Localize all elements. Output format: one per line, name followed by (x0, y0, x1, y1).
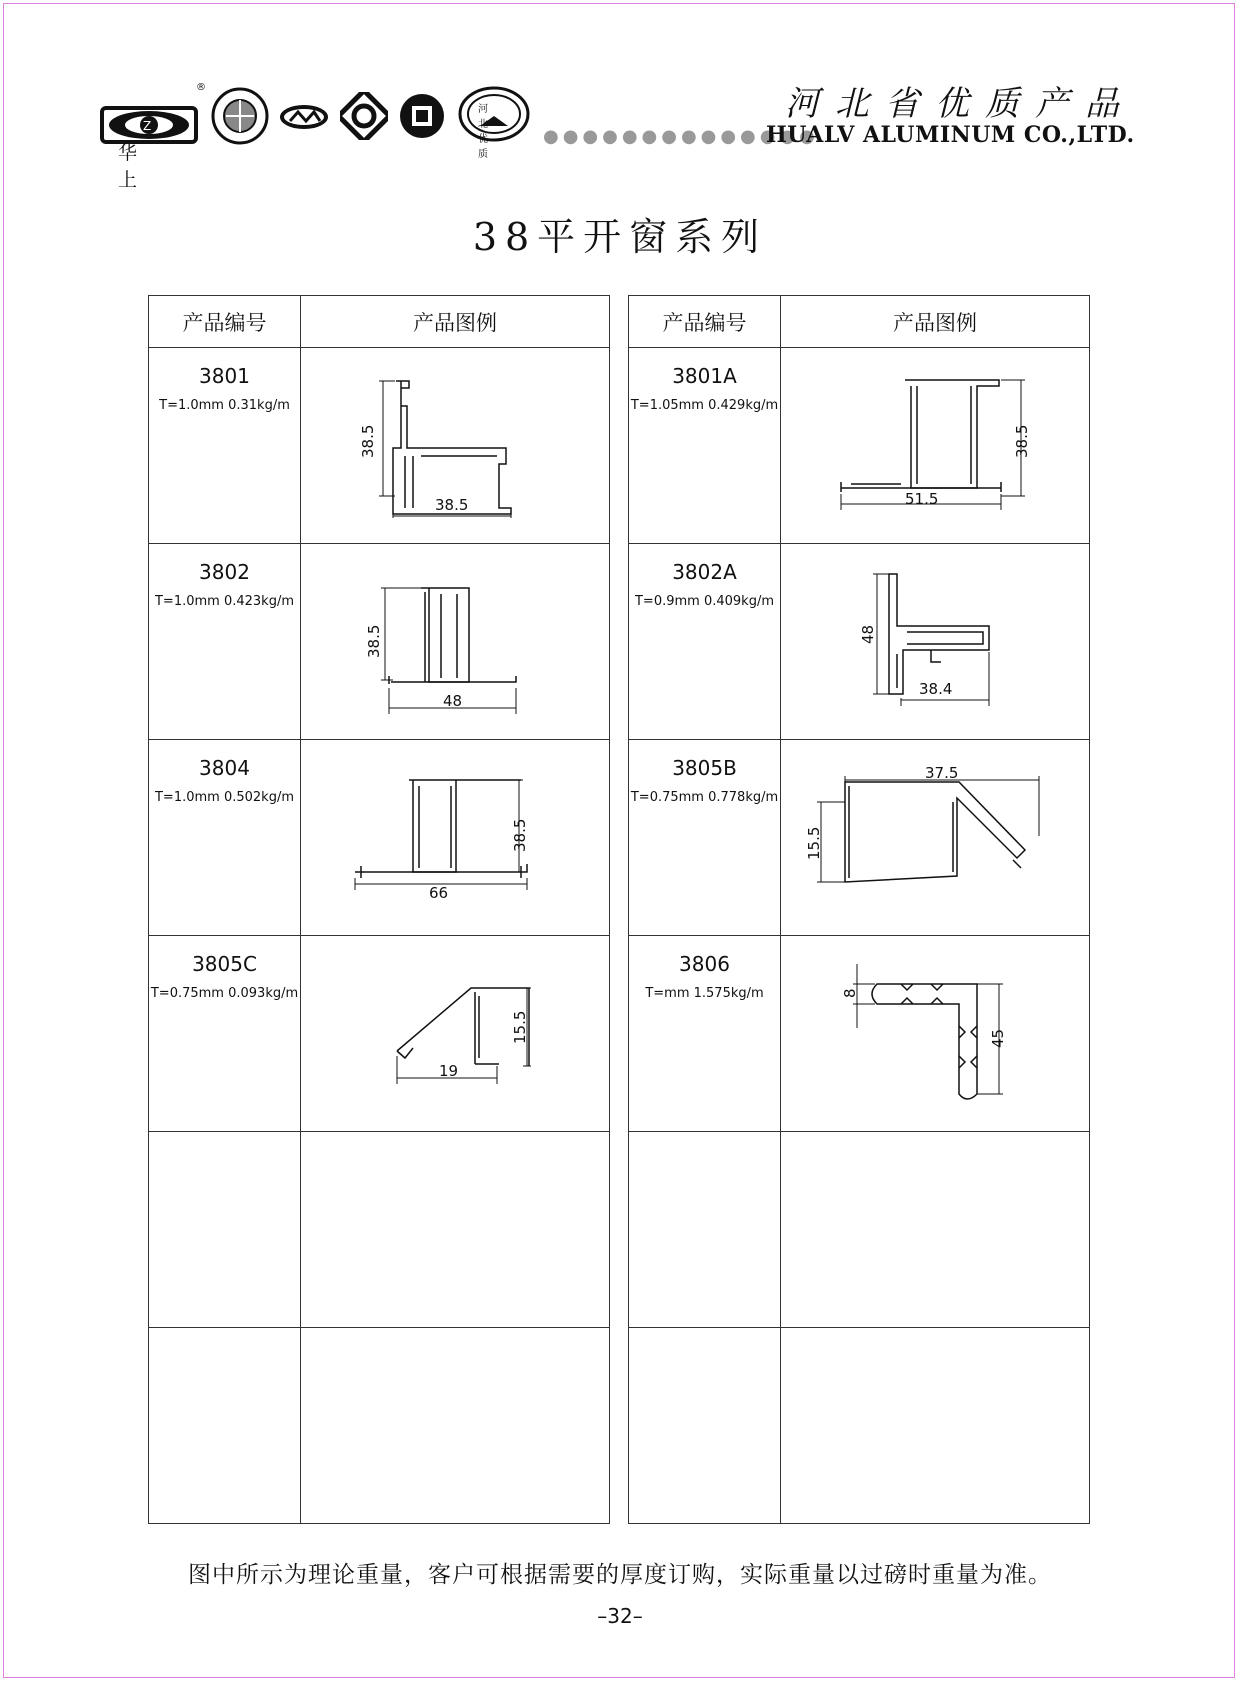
code-cell (629, 544, 781, 740)
product-spec: T=0.75mm 0.778kg/m (630, 790, 779, 805)
product-code: 3801 (199, 364, 250, 388)
profile-drawing-3802A (781, 544, 1089, 739)
code-cell (149, 348, 301, 544)
table-row (629, 544, 1090, 740)
footnote: 图中所示为理论重量，客户可根据需要的厚度订购，实际重量以过磅时重量为准。 (188, 1562, 1052, 1588)
dim-label-width: 38.5 (435, 496, 469, 514)
table-header-row (149, 296, 610, 348)
image-cell (301, 348, 610, 544)
code-cell (629, 740, 781, 936)
product-spec: T=1.05mm 0.429kg/m (630, 398, 779, 413)
dim-label-width: 19 (439, 1062, 459, 1080)
profile-detail (397, 996, 479, 1058)
profile-outline (845, 782, 1025, 882)
table-row-empty (629, 1132, 1090, 1328)
header-product-image: 产品图例 (781, 296, 1090, 348)
profile-drawing-3801A (781, 348, 1089, 543)
table-row (149, 740, 610, 936)
dim-label-height: 15.5 (805, 826, 823, 860)
dim-line-vertical (381, 588, 427, 680)
dim-label-height: 38.5 (359, 424, 377, 458)
code-cell (629, 936, 781, 1132)
profile-detail (355, 864, 527, 878)
product-code: 3806 (679, 952, 730, 976)
profile-drawing-3804 (301, 740, 609, 935)
dim-label-small: 8 (841, 988, 859, 998)
profile-outline (409, 780, 521, 872)
page-title: 38平开窗系列 (472, 215, 768, 259)
dim-label-width: 48 (443, 692, 463, 710)
header-product-image: 产品图例 (301, 296, 610, 348)
profile-drawing-3801 (301, 348, 609, 543)
product-code: 3801A (672, 364, 737, 388)
image-cell (301, 740, 610, 936)
profile-drawing-3805B (781, 740, 1089, 935)
product-code: 3802A (672, 560, 737, 584)
code-cell (149, 936, 301, 1132)
dim-label-width: 51.5 (905, 490, 939, 508)
product-spec: T=1.0mm 0.502kg/m (154, 790, 294, 805)
image-cell (781, 740, 1090, 936)
knot-mark-icon (340, 92, 388, 140)
dim-label-height: 38.5 (1013, 424, 1031, 458)
image-cell (781, 544, 1090, 740)
profile-drawing-3805C (301, 936, 609, 1131)
header-product-code: 产品编号 (149, 296, 301, 348)
profile-teeth (901, 984, 977, 1068)
product-spec: T=1.0mm 0.423kg/m (154, 594, 294, 609)
profile-drawing-3802 (301, 544, 609, 739)
product-code: 3805B (672, 756, 737, 780)
product-code: 3802 (199, 560, 250, 584)
code-cell (149, 544, 301, 740)
globe-seal-icon (210, 86, 270, 146)
table-row (149, 936, 610, 1132)
image-cell (781, 936, 1090, 1132)
company-name-cn: 河北省优质产品 (785, 84, 1135, 124)
image-cell (781, 1328, 1090, 1524)
code-cell (629, 1132, 781, 1328)
profile-outline (421, 588, 469, 682)
dim-label-width: 37.5 (925, 764, 959, 782)
dim-label-height: 15.5 (511, 1010, 529, 1044)
profile-detail (389, 594, 516, 684)
product-code: 3805C (192, 952, 257, 976)
code-cell (149, 1132, 301, 1328)
svg-text:Z: Z (143, 119, 152, 133)
header-product-code: 产品编号 (629, 296, 781, 348)
image-cell (781, 1132, 1090, 1328)
table-row (629, 740, 1090, 936)
header-dots: ●●●●●●●●●●●●●● (543, 126, 819, 147)
profile-drawing-3806 (781, 936, 1089, 1131)
table-row-empty (149, 1328, 610, 1524)
table-row (149, 348, 610, 544)
dim-label-height: 38.5 (511, 818, 529, 852)
code-cell (149, 1328, 301, 1524)
image-cell (301, 544, 610, 740)
company-name-en: HUALV ALUMINUM CO.,LTD. (766, 122, 1135, 148)
quality-seal-icon (458, 86, 530, 142)
code-cell (629, 348, 781, 544)
profile-outline (905, 380, 999, 488)
dim-line-horizontal (845, 776, 1039, 836)
code-cell (629, 1328, 781, 1524)
product-table-right (628, 295, 1090, 1524)
emblem-icon (398, 88, 446, 142)
dim-label-width: 66 (429, 884, 449, 902)
cma-mark-icon (278, 102, 330, 132)
code-cell (149, 740, 301, 936)
table-header-row (629, 296, 1090, 348)
product-spec: T=0.9mm 0.409kg/m (634, 594, 774, 609)
dim-label-width: 38.4 (919, 680, 953, 698)
dim-label-height: 38.5 (365, 624, 383, 658)
table-row-empty (629, 1328, 1090, 1524)
table-row (149, 544, 610, 740)
product-spec: T=0.75mm 0.093kg/m (150, 986, 299, 1001)
page-number: –32– (597, 1604, 643, 1628)
registered-mark: ® (196, 82, 206, 93)
profile-outline (872, 984, 977, 1099)
product-table-left (148, 295, 610, 1524)
profile-outline (889, 574, 989, 694)
table-row (629, 348, 1090, 544)
product-spec: T=1.0mm 0.31kg/m (159, 398, 290, 413)
profile-outline (397, 988, 529, 1066)
product-spec: T=mm 1.575kg/m (645, 986, 764, 1001)
product-code: 3804 (199, 756, 250, 780)
brand-name: 华 上 (118, 142, 162, 191)
table-row-empty (149, 1132, 610, 1328)
image-cell (301, 1132, 610, 1328)
profile-outline (393, 381, 511, 514)
table-row (629, 936, 1090, 1132)
profile-detail (849, 786, 1021, 878)
image-cell (781, 348, 1090, 544)
dim-label-height: 48 (859, 624, 877, 644)
seal-text: 河北优质 (478, 104, 488, 160)
dim-label-height: 45 (989, 1028, 1007, 1048)
image-cell (301, 1328, 610, 1524)
image-cell (301, 936, 610, 1132)
